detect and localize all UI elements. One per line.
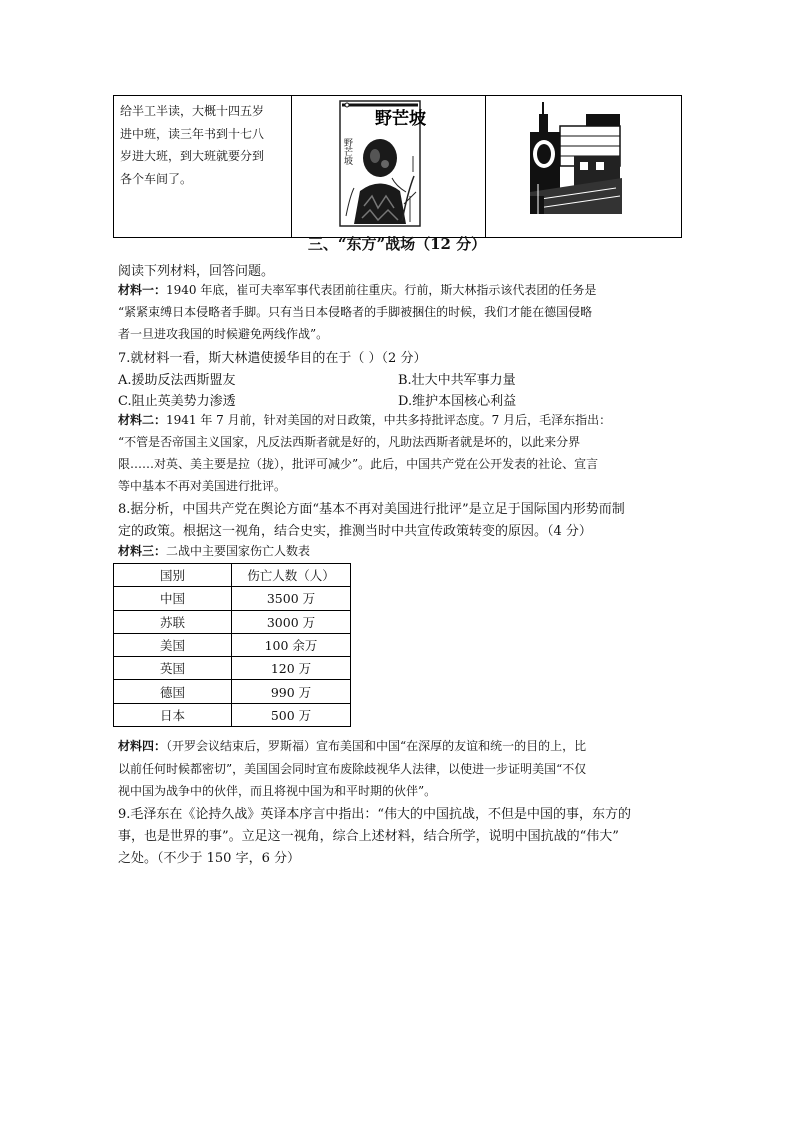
book-title: 野芒坡	[375, 109, 426, 129]
cell-line: 各个车间了。	[120, 171, 193, 186]
cell-line: 岁进大班，到大班就要分到	[120, 149, 265, 163]
building-cell	[486, 96, 682, 238]
table-header-row	[114, 564, 351, 587]
image-table	[113, 95, 682, 238]
material2-text: 1941 年 7 月前，针对美国的对日政策，中共多持批评态度。7 月后，毛泽东指出：	[166, 413, 612, 427]
option-d[interactable]: D.维护本国核心利益	[398, 394, 517, 409]
question-9-line: 之处。（不少于 150 字，6 分）	[118, 851, 300, 866]
table-row	[114, 610, 351, 633]
casualty-cell: 3000 万	[232, 610, 351, 633]
material3-line	[118, 542, 310, 559]
material1-line	[118, 281, 596, 298]
table-row	[114, 633, 351, 656]
casualty-cell: 990 万	[232, 680, 351, 703]
country-cell: 中国	[114, 587, 232, 610]
material2-line: 限……对英、美主要是拉（拢），批评可减少”。此后，中国共产党在公开发表的社论、宣言	[118, 457, 599, 471]
casualty-cell: 100 余万	[232, 633, 351, 656]
material1-line: 者一旦进攻我国的时候避免两线作战”。	[118, 327, 329, 341]
table-row	[114, 587, 351, 610]
material4-line: 以前任何时候都密切”，美国国会同时宣布废除歧视华人法律，以使进一步证明美国“不仅	[118, 762, 587, 776]
header-casualties: 伤亡人数（人）	[232, 564, 351, 587]
casualty-cell: 120 万	[232, 657, 351, 680]
country-cell: 苏联	[114, 610, 232, 633]
option-a[interactable]: A.援助反法西斯盟友	[118, 373, 236, 388]
option-b[interactable]: B.壮大中共军事力量	[398, 373, 516, 388]
country-cell: 英国	[114, 657, 232, 680]
material1-label: 材料一：	[118, 283, 167, 297]
material2-line: 等中基本不再对美国进行批评。	[118, 479, 287, 493]
book-vertical-title: 野芒坡	[342, 138, 352, 165]
casualty-cell: 500 万	[232, 703, 351, 726]
building-woodcut-image	[486, 96, 681, 233]
casualty-cell: 3500 万	[232, 587, 351, 610]
material4-line	[118, 737, 586, 754]
header-country: 国别	[114, 564, 232, 587]
country-cell: 日本	[114, 703, 232, 726]
table-row	[114, 657, 351, 680]
casualty-table	[113, 563, 351, 727]
question-7-stem: 7.就材料一看，斯大林遣使援华目的在于（ ）（2 分）	[118, 351, 427, 366]
material1-text: 1940 年底，崔可夫率军事代表团前往重庆。行前，斯大林指示该代表团的任务是	[166, 283, 597, 297]
question-9-line: 9.毛泽东在《论持久战》英译本序言中指出：“伟大的中国抗战，不但是中国的事，东方的	[118, 807, 632, 822]
cell-line: 给半工半读，大概十四五岁	[120, 104, 265, 118]
question-8-line: 定的政策。根据这一视角，结合史实，推测当时中共宣传政策转变的原因。（4 分）	[118, 524, 592, 539]
country-cell: 美国	[114, 633, 232, 656]
table-row	[114, 703, 351, 726]
country-cell: 德国	[114, 680, 232, 703]
book-cover-image	[292, 96, 485, 233]
text-cell	[114, 96, 292, 238]
cell-line: 进中班，读三年书到十七八	[120, 126, 265, 141]
material3-caption: 二战中主要国家伤亡人数表	[166, 544, 311, 558]
material2-line	[118, 411, 611, 428]
instruction: 阅读下列材料，回答问题。	[118, 264, 275, 279]
material2-line: “不管是否帝国主义国家，凡反法西斯者就是好的，凡助法西斯者就是坏的，以此来分界	[118, 435, 581, 449]
table-row	[114, 680, 351, 703]
question-9-line: 事，也是世界的事”。立足这一视角，综合上述材料，结合所学，说明中国抗战的“伟大”	[118, 829, 619, 844]
material4-text: （开罗会议结束后，罗斯福）宣布美国和中国“在深厚的友谊和统一的目的上，比	[166, 739, 587, 753]
material2-label: 材料二：	[118, 413, 167, 427]
option-c[interactable]: C.阻止英美势力渗透	[118, 394, 236, 409]
material3-label: 材料三：	[118, 544, 167, 558]
material4-label: 材料四：	[118, 739, 167, 753]
section-title: 三、“东方”战场（12 分）	[307, 235, 487, 253]
question-8-line: 8.据分析，中国共产党在舆论方面“基本不再对美国进行批评”是立足于国际国内形势而制	[118, 502, 625, 517]
material1-line: “紧紧束缚日本侵略者手脚。只有当日本侵略者的手脚被捆住的时候，我们才能在德国侵略	[118, 305, 593, 319]
material4-line: 视中国为战争中的伙伴，而且将视中国为和平时期的伙伴”。	[118, 784, 437, 798]
book-cover-cell	[292, 96, 486, 238]
